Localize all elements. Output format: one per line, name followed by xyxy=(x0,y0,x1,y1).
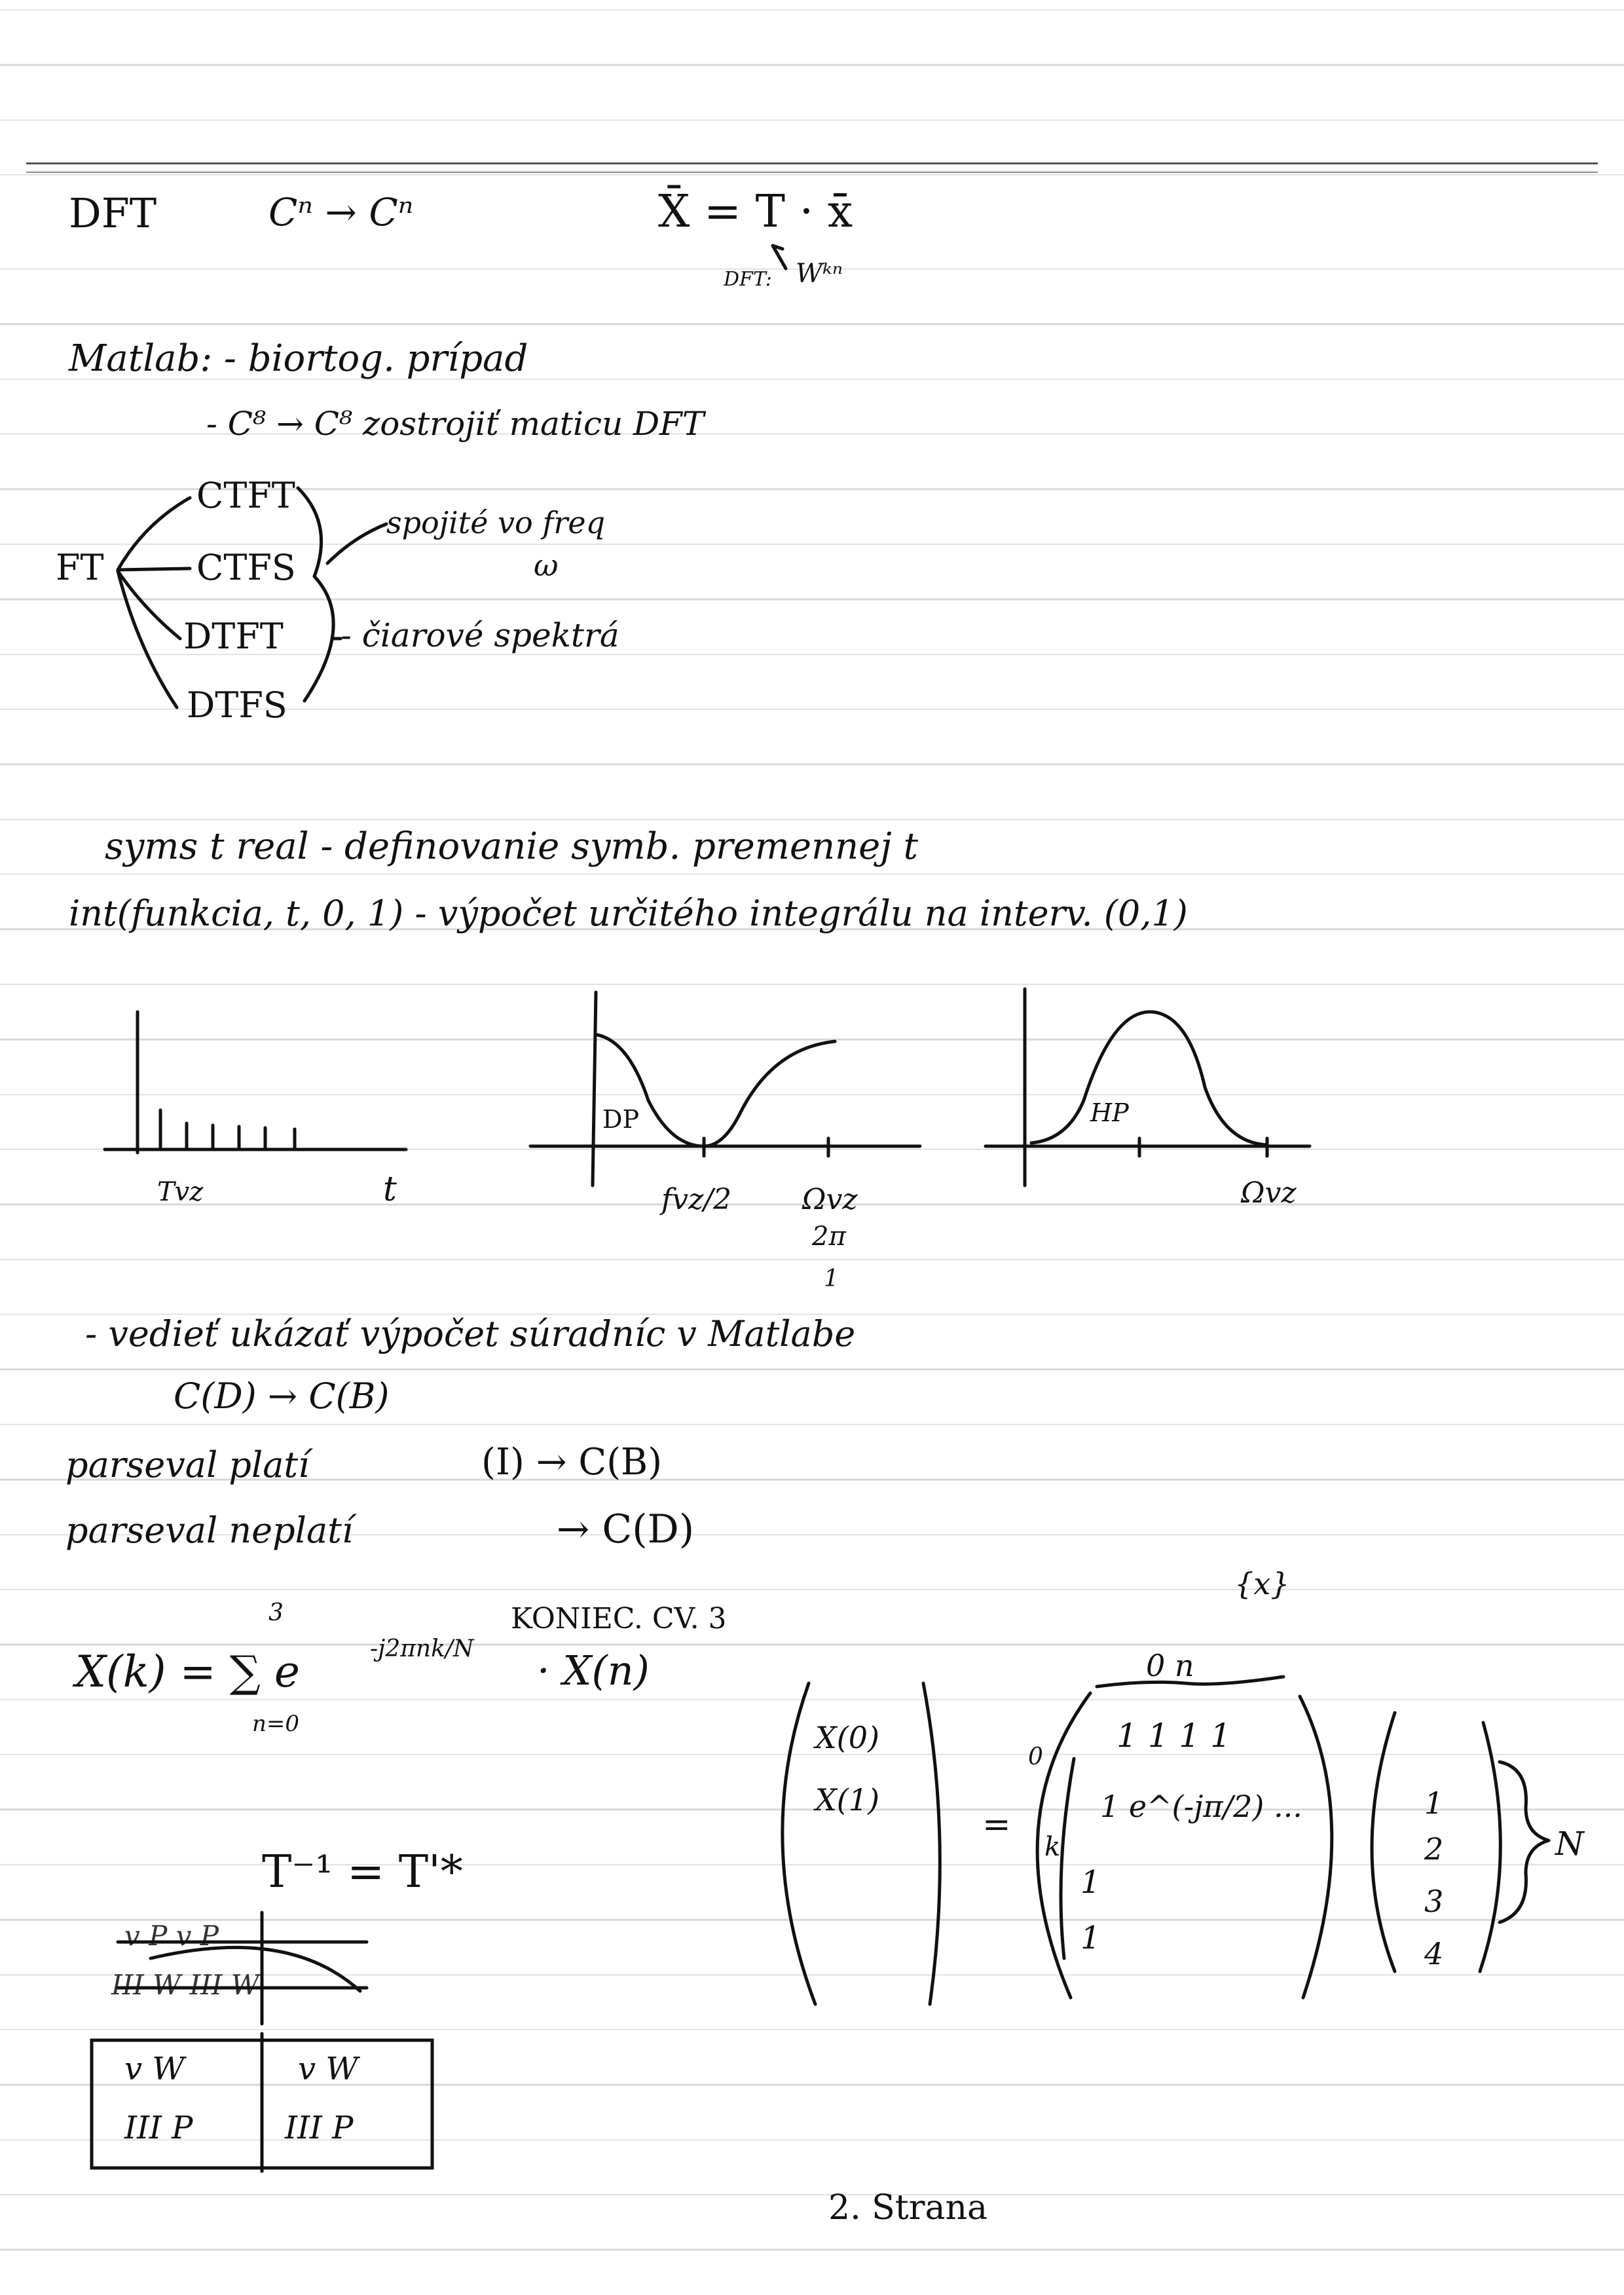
vector-entry-2: 2 xyxy=(1424,1831,1444,1867)
note-cd-cb: C(D) → C(B) xyxy=(174,1375,390,1417)
ft-branch-dtfs: DTFS xyxy=(187,684,287,726)
syms-line: syms t real - definovanie symb. premennej t xyxy=(105,825,918,868)
formula-sum-top: 3 xyxy=(268,1599,284,1626)
matrix-k-label: k xyxy=(1044,1832,1061,1862)
ft-brace-continuous xyxy=(298,488,322,576)
table-top-right: v W xyxy=(298,2051,358,2087)
crossed-out-scribble xyxy=(118,1912,367,2024)
plot2-tick-omega: Ωvz xyxy=(802,1183,858,1216)
matrix-top-label: 0 n xyxy=(1146,1648,1194,1683)
equation-note-dft: DFT: xyxy=(724,268,772,291)
end-note: KONIEC. CV. 3 xyxy=(511,1602,727,1635)
plot2-tick-fvz: fvz/2 xyxy=(661,1183,732,1216)
note-parseval-valid-map: (I) → C(B) xyxy=(481,1441,663,1483)
ft-note-omega: ω xyxy=(534,548,559,583)
table-bottom-left: III P xyxy=(124,2110,193,2146)
plot3-band-label: HP xyxy=(1090,1098,1129,1127)
crossed-top: v P v P xyxy=(124,1920,219,1952)
plot3-curve xyxy=(1031,1012,1267,1145)
matrix-zero-label: 0 xyxy=(1028,1744,1043,1770)
vector-size-brace xyxy=(1500,1762,1549,1922)
formula-sum-bottom: n=0 xyxy=(252,1711,300,1737)
plot2-curve xyxy=(597,1035,835,1146)
matrix-lhs-x1: X(1) xyxy=(815,1782,879,1818)
ft-branch-dtft: DTFT xyxy=(183,616,284,657)
vector-entry-1: 1 xyxy=(1424,1785,1444,1821)
formula-lhs: X(k) = ∑ e xyxy=(75,1647,300,1697)
note-matlab-coords: - vedieť ukázať výpočet súradníc v Matlabe xyxy=(85,1313,856,1354)
equation-note-w: Wᵏⁿ xyxy=(796,259,843,289)
plot2-sub-2pi: 2π xyxy=(812,1222,846,1252)
page-label: 2. Strana xyxy=(828,2188,988,2228)
formula-rhs: · X(n) xyxy=(537,1647,650,1694)
formula-exponent: -j2πnk/N xyxy=(370,1635,474,1662)
note-parseval-invalid-map: → C(D) xyxy=(557,1506,695,1552)
dft-equation: X̄ = T · x̄ xyxy=(658,186,853,238)
int-line: int(funkcia, t, 0, 1) - výpočet určitého integrálu na interv. (0,1) xyxy=(69,893,1188,934)
matrix-lhs-bracket-left xyxy=(783,1683,815,2004)
matrix-bracket-right xyxy=(1300,1696,1332,1998)
ft-branch-ctfs: CTFS xyxy=(196,547,296,588)
matrix-row-3: 1 xyxy=(1080,1864,1101,1901)
ft-tree-branch-ctfs xyxy=(118,569,190,570)
ft-tree-branch-ctft xyxy=(118,498,190,570)
matrix-equals: = xyxy=(982,1805,1011,1844)
matrix-brace-label: {x} xyxy=(1234,1566,1290,1601)
crossed-bottom: III W III W xyxy=(111,1969,259,2001)
plot2-sub-one: 1 xyxy=(824,1265,839,1292)
plot1-axis-label: t xyxy=(383,1170,397,1209)
ft-connector-continuous xyxy=(327,524,386,563)
table-top-left: v W xyxy=(124,2051,185,2087)
matrix-top-brace xyxy=(1097,1677,1283,1687)
plot2-y-axis xyxy=(593,992,596,1185)
plot2-band-label: DP xyxy=(602,1105,640,1134)
plot1-x-label: Tvz xyxy=(157,1177,204,1207)
vector-bracket-left xyxy=(1372,1713,1395,1971)
matlab-line-1: Matlab: - biortog. prípad xyxy=(69,337,528,380)
ft-branch-ctft: CTFT xyxy=(196,475,295,516)
dft-label: DFT xyxy=(69,189,157,237)
matrix-row-1: 1 1 1 1 xyxy=(1116,1717,1231,1755)
vector-entry-3: 3 xyxy=(1424,1884,1444,1919)
ft-note-line-spectra: - čiarové spektrá xyxy=(341,616,619,654)
inverse-equation: T⁻¹ = T'* xyxy=(262,1846,463,1898)
note-parseval-valid: parseval platí xyxy=(65,1444,310,1485)
note-parseval-invalid: parseval neplatí xyxy=(65,1510,354,1551)
matrix-index-arrow xyxy=(1061,1759,1074,1958)
plot3-tick-omega: Ωvz xyxy=(1241,1176,1297,1210)
vector-entry-4: 4 xyxy=(1424,1936,1444,1971)
matrix-lhs-x0: X(0) xyxy=(815,1720,879,1755)
matrix-row-2: 1 e^(-jπ/2) ... xyxy=(1100,1789,1302,1824)
ft-note-continuous: spojité vo freq xyxy=(386,505,606,540)
vector-size-label: N xyxy=(1555,1825,1584,1863)
matrix-row-4: 1 xyxy=(1080,1920,1101,1956)
dft-mapping: Cⁿ → Cⁿ xyxy=(268,190,414,234)
vector-bracket-right xyxy=(1480,1723,1500,1971)
table-bottom-right: III P xyxy=(285,2110,354,2146)
ft-brace-discrete xyxy=(304,576,333,701)
ft-tree-branch-dtfs xyxy=(118,571,177,707)
ft-root: FT xyxy=(56,547,104,588)
matrix-lhs-bracket-right xyxy=(923,1683,940,2004)
matlab-line-2: - C⁸ → C⁸ zostrojiť maticu DFT xyxy=(206,405,705,443)
